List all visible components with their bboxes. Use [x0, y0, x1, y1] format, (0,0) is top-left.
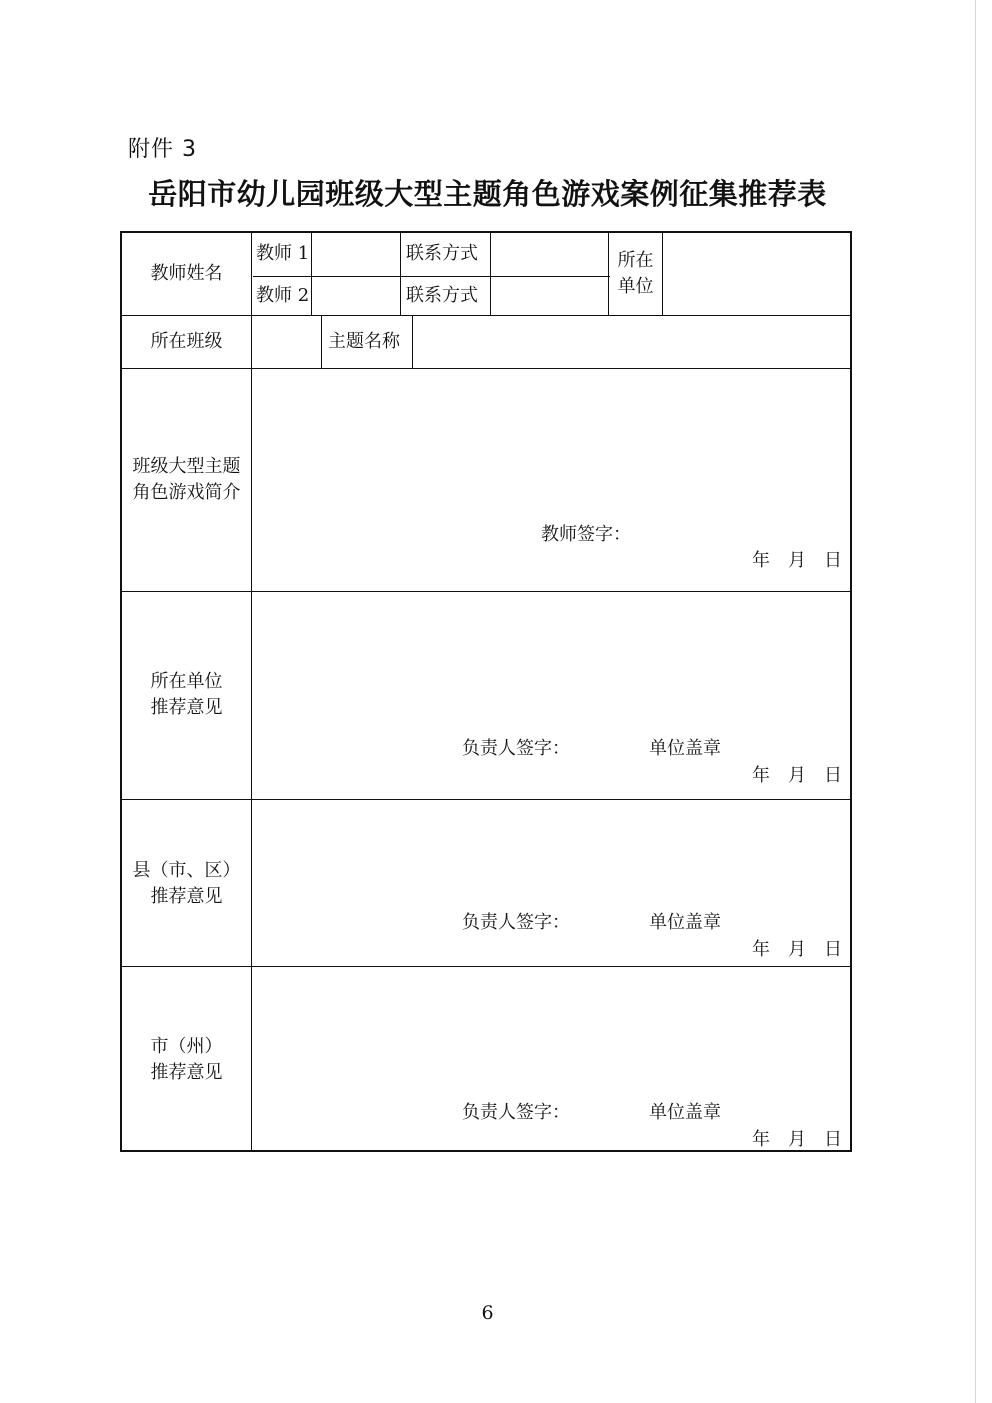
- teacher-row-divider: [253, 276, 610, 277]
- class-label: 所在班级: [150, 331, 223, 352]
- teacher-name-label: 教师姓名: [150, 263, 223, 284]
- column-divider: [321, 315, 322, 368]
- unit-signature-label: 负责人签字：: [462, 738, 570, 759]
- teacher-signature-label: 教师签字：: [541, 524, 631, 545]
- contact-label-1: 联系方式: [406, 243, 478, 264]
- city-opinion-date: 年 月 日: [752, 1129, 842, 1150]
- page-edge: [975, 0, 976, 1403]
- intro-label: 班级大型主题 角色游戏简介: [132, 456, 241, 503]
- row-divider: [122, 591, 850, 592]
- intro-date: 年 月 日: [752, 550, 842, 571]
- label-column-divider: [251, 233, 252, 1150]
- county-opinion-label: 县（市、区） 推荐意见: [132, 860, 241, 907]
- city-opinion-label: 市（州） 推荐意见: [150, 1036, 223, 1083]
- city-signature-label: 负责人签字：: [462, 1102, 570, 1123]
- unit-opinion-label: 所在单位 推荐意见: [150, 671, 223, 718]
- county-opinion-date: 年 月 日: [752, 939, 842, 960]
- attachment-label: 附件 3: [128, 137, 197, 162]
- row-divider: [122, 315, 850, 316]
- unit-label: 所在 单位: [617, 250, 654, 297]
- unit-opinion-date: 年 月 日: [752, 765, 842, 786]
- teacher1-label: 教师 1: [256, 243, 310, 264]
- row-divider: [122, 966, 850, 967]
- county-signature-label: 负责人签字：: [462, 912, 570, 933]
- column-divider: [490, 233, 491, 315]
- column-divider: [662, 233, 663, 315]
- contact-label-2: 联系方式: [406, 285, 478, 306]
- county-seal-label: 单位盖章: [649, 912, 721, 933]
- column-divider: [412, 315, 413, 368]
- page-title: 岳阳市幼儿园班级大型主题角色游戏案例征集推荐表: [148, 177, 827, 211]
- column-divider: [400, 233, 401, 315]
- page-number: 6: [481, 1302, 494, 1324]
- row-divider: [122, 368, 850, 369]
- city-seal-label: 单位盖章: [649, 1102, 721, 1123]
- recommendation-form: [120, 231, 852, 1152]
- row-divider: [122, 799, 850, 800]
- column-divider: [311, 233, 312, 315]
- teacher2-label: 教师 2: [256, 285, 310, 306]
- theme-label: 主题名称: [328, 331, 400, 352]
- unit-seal-label: 单位盖章: [649, 738, 721, 759]
